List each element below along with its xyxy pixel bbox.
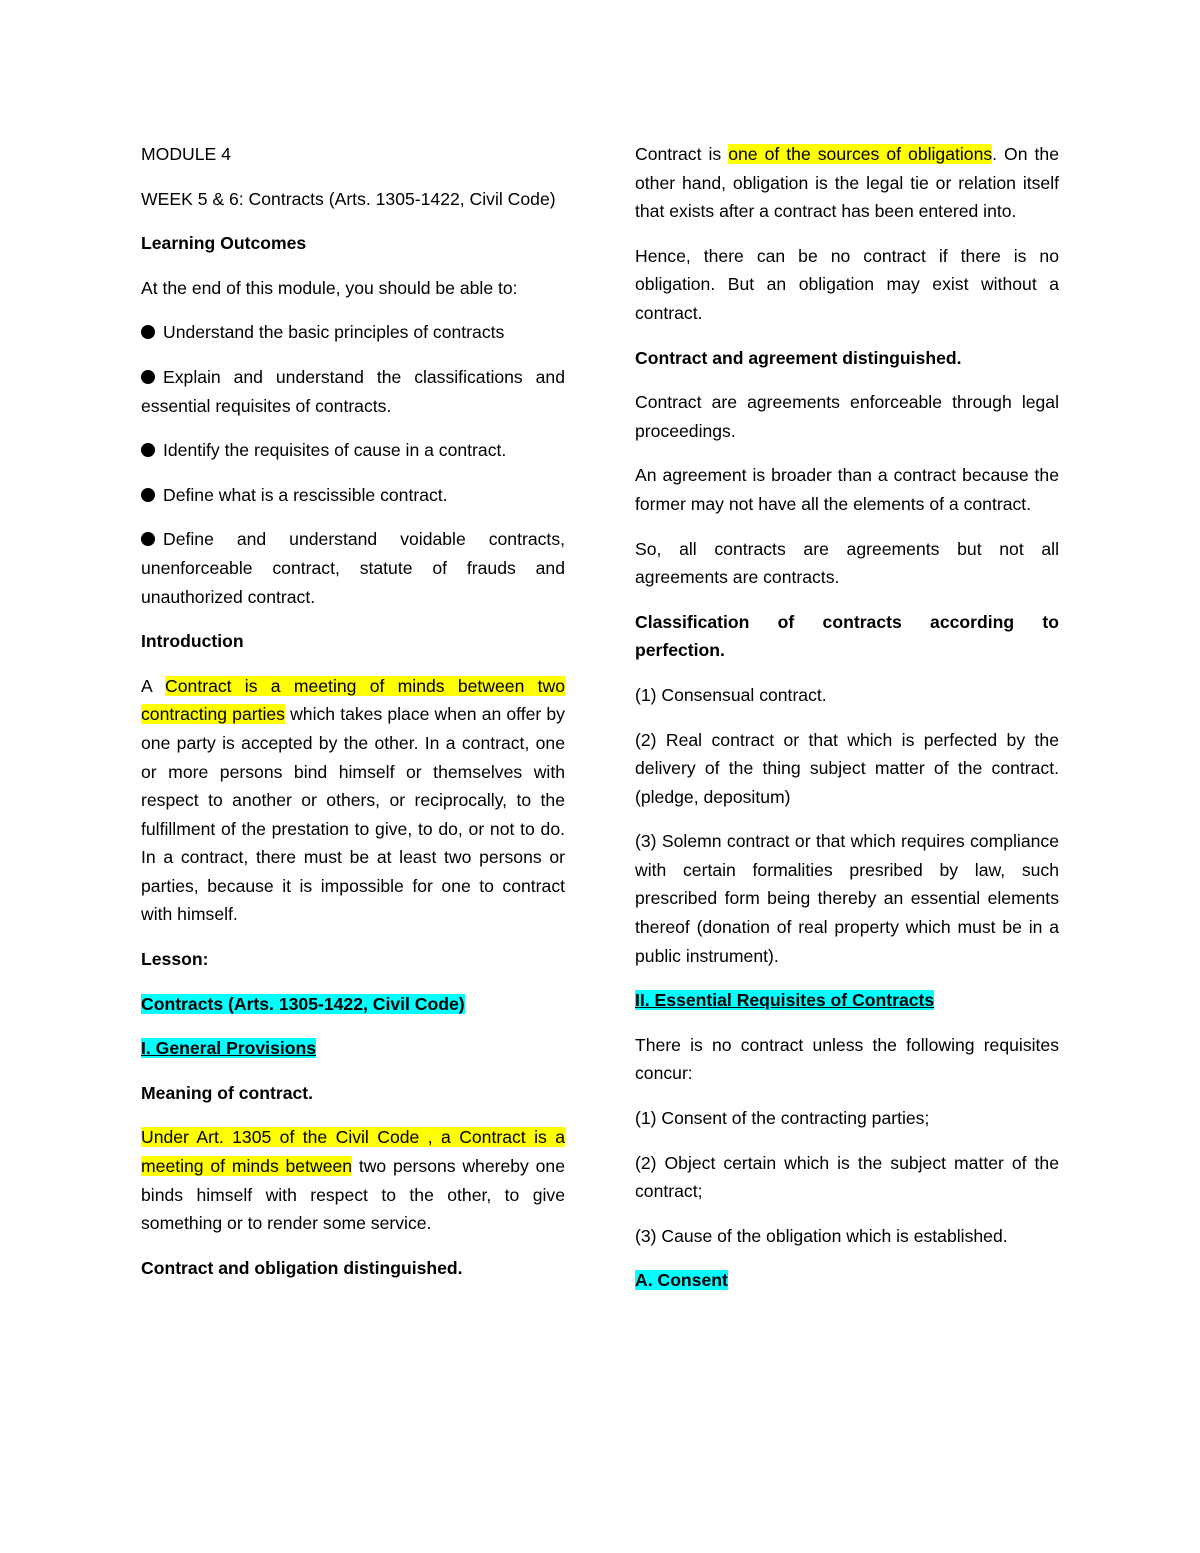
requisites-heading: II. Essential Requisites of Contracts [635,990,935,1011]
paragraph: Hence, there can be no contract if there is no obligation. But an obligation may exist without a contract. [635,245,1059,323]
requisites-intro: There is no contract unless the following requisites concur: [635,1034,1059,1084]
classification-item: (3) Solemn contract or that which requires compliance with certain formalities presribed by law, such prescribed form being thereby an essential elements thereof (donation of real property which must be in a public instrument). [635,831,1059,966]
highlighted-sources: one of the sources of obligations [728,144,993,164]
outcomes-intro: At the end of this module, you should be able to: [141,277,518,298]
general-provisions-heading: I. General Provisions [141,1038,317,1059]
contracts-heading: Contracts (Arts. 1305-1422, Civil Code) [141,993,465,1014]
bullet-icon [141,532,155,546]
highlighted-article: Under Art. 1305 of the Civil Code , a Contract is a meeting of minds between [141,1127,565,1177]
agreement-heading: Contract and agreement distinguished. [635,347,962,368]
requisite-item: (3) Cause of the obligation which is established. [635,1225,1008,1246]
meaning-heading: Meaning of contract. [141,1082,314,1103]
paragraph: Contract are agreements enforceable through legal proceedings. [635,392,1059,441]
introduction-heading: Introduction [141,631,244,652]
week-title: WEEK 5 & 6: Contracts (Arts. 1305-1422, Civil Code) [141,188,556,209]
consent-heading: A. Consent [635,1270,728,1291]
classification-heading: Classification of contracts according to perfection. [635,611,1059,661]
bullet-icon [141,443,155,457]
paragraph: So, all contracts are agreements but not all agreements are contracts. [635,538,1059,588]
outcome-item: Identify the requisites of cause in a contract. [141,436,565,465]
bullet-icon [141,370,155,384]
contract-obligation-heading: Contract and obligation distinguished. [141,1257,463,1278]
paragraph: An agreement is broader than a contract because the former may not have all the elements of a contract. [635,465,1059,514]
bullet-icon [141,325,155,339]
module-title: MODULE 4 [141,144,231,164]
highlighted-definition: Contract is a meeting of minds between two contracting parties [141,675,566,725]
introduction-paragraph: A Contract is a meeting of minds between two contracting parties which takes place when an offer by one party is accepted by the other. In a contract, one or more persons bind himself or themselves with respect to another or others, or reciprocally, to the fulfillment of the prestation to give, to do, or not to do. In a contract, there must be at least two persons or parties, because it is impossible for one to contract with himself. [141,675,566,925]
classification-item: (1) Consensual contract. [635,684,827,705]
bullet-icon [141,488,155,502]
learning-outcomes-heading: Learning Outcomes [141,233,307,254]
sources-paragraph: Contract is one of the sources of obligations. On the other hand, obligation is the legal tie or relation itself that exists after a contract has been entered into. [635,144,1059,222]
left-column [141,140,565,1298]
requisite-item: (1) Consent of the contracting parties; [635,1108,930,1129]
meaning-paragraph: Under Art. 1305 of the Civil Code , a Contract is a meeting of minds between two persons whereby one binds himself with respect to the other, to give something or to render some service. [141,1127,565,1234]
requisite-item: (2) Object certain which is the subject matter of the contract; [635,1152,1059,1202]
right-column [635,140,1059,1311]
outcome-item: Define what is a rescissible contract. [141,481,565,510]
lesson-heading: Lesson: [141,949,209,970]
outcome-item: Understand the basic principles of contracts [141,318,565,347]
classification-item: (2) Real contract or that which is perfected by the delivery of the thing subject matter of the contract. (pledge, depositum) [635,729,1059,807]
outcome-item: Explain and understand the classifications and essential requisites of contracts. [141,366,565,416]
outcome-item: Define and understand voidable contracts, unenforceable contract, statute of frauds and unauthorized contract. [141,529,565,607]
